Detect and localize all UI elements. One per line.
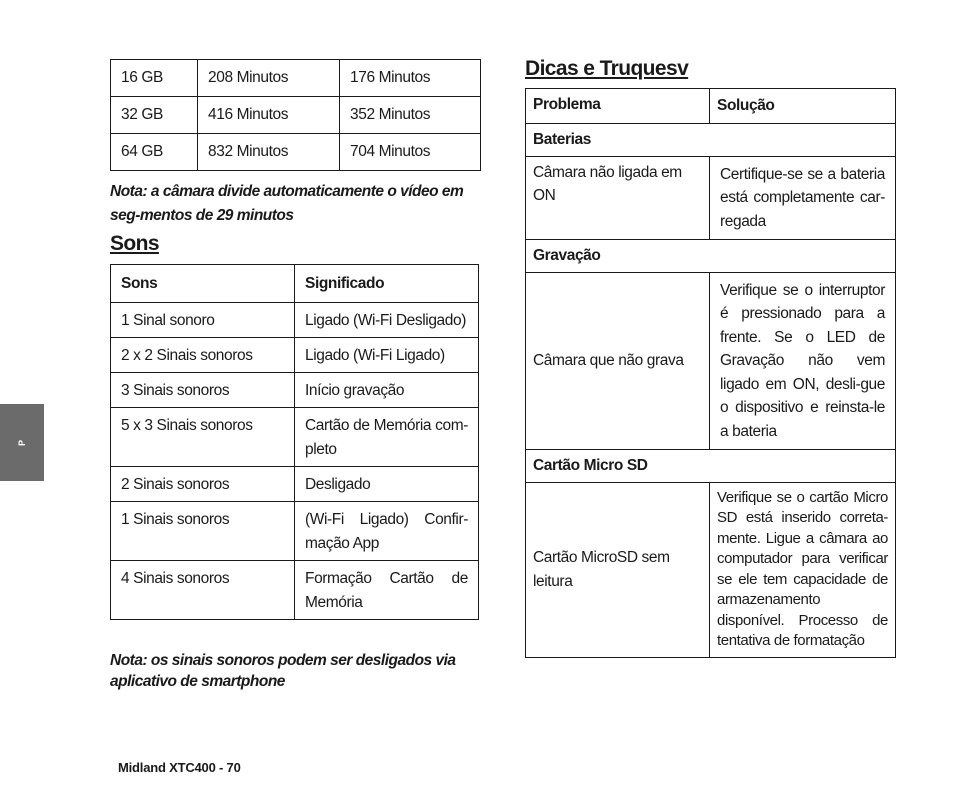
table-header-row <box>111 265 479 303</box>
language-tab-label: P <box>16 439 27 446</box>
table-cell: 64 GB <box>111 134 198 171</box>
table-row <box>111 134 481 171</box>
language-side-tab <box>0 404 44 481</box>
table-cell: Desligado <box>295 467 479 502</box>
table-row <box>111 338 479 373</box>
page-footer: Midland XTC400 - 70 <box>118 760 241 775</box>
table-row <box>111 373 479 408</box>
table-cell: Início gravação <box>295 373 479 408</box>
category-label: Baterias <box>526 124 896 157</box>
dicas-heading: Dicas e Truquesv <box>525 57 689 80</box>
sons-heading: Sons <box>110 232 159 255</box>
table-cell: 208 Minutos <box>198 60 340 97</box>
solution-cell: Verifique se o cartão Micro SD está inserido correta-mente. Ligue a câmara ao computador para verificar se ele tem capacidade de armazenamento disponível. Processo de tentativa de formatação <box>710 482 896 657</box>
table-row <box>526 156 896 240</box>
table-cell: (Wi-Fi Ligado) Confir-mação App <box>295 502 479 561</box>
table-row <box>111 97 481 134</box>
table-cell: 2 Sinais sonoros <box>111 467 295 502</box>
table-row <box>111 467 479 502</box>
table-cell: 16 GB <box>111 60 198 97</box>
solution-cell: Verifique se o interruptor é pressionado para a frente. Se o LED de Gravação não vem ligado em ON, desli-gue o dispositivo e reinsta-le a bateria <box>710 272 896 450</box>
column-header: Sons <box>111 265 295 303</box>
table-row <box>526 482 896 657</box>
sounds-table <box>110 264 479 620</box>
category-row <box>526 124 896 157</box>
table-cell: Cartão de Memória com-pleto <box>295 408 479 467</box>
table-row <box>111 60 481 97</box>
video-segment-note: Nota: a câmara divide automaticamente o vídeo em seg-mentos de 29 minutos <box>110 183 464 224</box>
column-header: Significado <box>295 265 479 303</box>
table-cell: Ligado (Wi-Fi Ligado) <box>295 338 479 373</box>
table-cell: 352 Minutos <box>340 97 481 134</box>
table-header-row <box>526 89 896 124</box>
sounds-note: Nota: os sinais sonoros podem ser desligados via aplicativo de smartphone <box>110 652 456 690</box>
table-row <box>111 502 479 561</box>
table-cell: 4 Sinais sonoros <box>111 561 295 620</box>
table-cell: 1 Sinal sonoro <box>111 303 295 338</box>
solution-cell: Certifique-se se a bateria está completamente car-regada <box>710 156 896 240</box>
problem-cell: Câmara que não grava <box>526 272 710 450</box>
category-row <box>526 450 896 483</box>
table-cell: 416 Minutos <box>198 97 340 134</box>
category-label: Cartão Micro SD <box>526 450 896 483</box>
table-cell: 1 Sinais sonoros <box>111 502 295 561</box>
storage-capacity-table <box>110 59 481 171</box>
table-cell: Ligado (Wi-Fi Desligado) <box>295 303 479 338</box>
tips-table <box>525 88 896 658</box>
table-cell: Formação Cartão de Memória <box>295 561 479 620</box>
table-cell: 704 Minutos <box>340 134 481 171</box>
table-row <box>111 303 479 338</box>
problem-cell: Câmara não ligada em ON <box>526 156 710 240</box>
table-cell: 832 Minutos <box>198 134 340 171</box>
table-cell: 176 Minutos <box>340 60 481 97</box>
column-header: Solução <box>710 89 896 124</box>
category-row <box>526 240 896 273</box>
table-row <box>111 408 479 467</box>
problem-cell: Cartão MicroSD sem leitura <box>526 482 710 657</box>
table-cell: 5 x 3 Sinais sonoros <box>111 408 295 467</box>
table-row <box>526 272 896 450</box>
table-cell: 2 x 2 Sinais sonoros <box>111 338 295 373</box>
column-header: Problema <box>526 89 710 124</box>
table-cell: 3 Sinais sonoros <box>111 373 295 408</box>
table-row <box>111 561 479 620</box>
table-cell: 32 GB <box>111 97 198 134</box>
category-label: Gravação <box>526 240 896 273</box>
